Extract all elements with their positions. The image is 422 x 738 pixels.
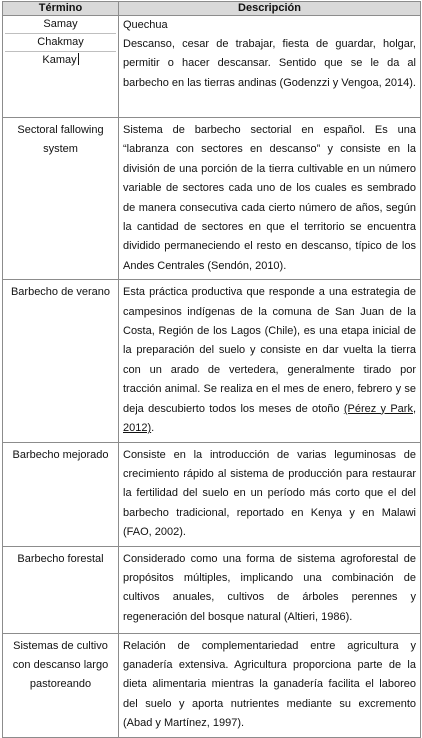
term-kamay[interactable] xyxy=(5,52,116,69)
description-cell: Sistema de barbecho sectorial en español. Es una “labranza con sectores en descanso” y consiste en la división de una porción de la tierra cultivable en un número variable de sectores cada uno de los cuales es sembrado de manera consecutiva cada cierto número de años, según la cantidad de sectores en que el territorio se encuentra dividido permaneciendo el resto en descanso, típico de los Andes Centrales (Sendón, 2010). xyxy=(119,118,421,280)
table-header-row xyxy=(3,2,421,16)
term-cell: Sistemas de cultivo con descanso largo pastoreando xyxy=(3,633,119,737)
term-kamay-text: Kamay xyxy=(42,54,77,66)
desc-text: Esta práctica productiva que responde a una estrategia de campesinos indígenas de la comuna de San Juan de la Costa, Región de los Lagos (Chile), es una etapa inicial de la preparación del suelo y consiste en dar vuelta la tierra con un arado de vertedera, generalmente tirado por tracción animal. Se realiza en el mes de enero, febrero y se deja descubierto todos los meses de otoño xyxy=(123,286,416,415)
description-cell: Consiste en la introducción de varias leguminosas de crecimiento rápido al sistema de producción para restaurar la fertilidad del suelo en un período más corto que el del barbecho tradicional, reportado en Kenya y en Malawi (FAO, 2002). xyxy=(119,442,421,546)
table-row xyxy=(3,633,421,737)
desc-tail: . xyxy=(151,422,155,435)
text-cursor xyxy=(78,53,79,65)
description-cell xyxy=(119,16,421,118)
header-term: Término xyxy=(3,2,119,16)
desc-text: Descanso, cesar de trabajar, fiesta de guardar, holgar, permitir o hacer descansar. Sentido que se le da al barbecho en las tierras andinas (Godenzzi y Vengoa, 2014). xyxy=(123,38,416,89)
description-cell xyxy=(119,280,421,442)
term-chakmay: Chakmay xyxy=(5,34,116,52)
term-cell xyxy=(3,16,119,118)
header-description: Descripción xyxy=(119,2,421,16)
citation-link[interactable]: (Pérez y Park, 2012) xyxy=(123,402,416,435)
table-row xyxy=(3,546,421,633)
table-row xyxy=(3,442,421,546)
term-samay: Samay xyxy=(5,16,116,34)
term-cell: Barbecho forestal xyxy=(3,546,119,633)
description-cell: Considerado como una forma de sistema agroforestal de propósitos múltiples, implicando una combinación de cultivos anuales, cultivos de árboles perennes y regeneración del bosque natural (Altieri, 1986). xyxy=(119,546,421,633)
term-cell: Sectoral fallowing system xyxy=(3,118,119,280)
term-cell: Barbecho de verano xyxy=(3,280,119,442)
description-cell: Relación de complementariedad entre agricultura y ganadería extensiva. Agricultura proporciona parte de la dieta alimentaria mientras la ganadería facilita el laboreo del suelo y aporta nutrientes mediante su excremento (Abad y Martínez, 1997). xyxy=(119,633,421,737)
table-row xyxy=(3,16,421,118)
table-row xyxy=(3,280,421,442)
glossary-table xyxy=(2,1,421,738)
desc-language: Quechua xyxy=(123,19,168,31)
term-cell: Barbecho mejorado xyxy=(3,442,119,546)
table-row xyxy=(3,118,421,280)
